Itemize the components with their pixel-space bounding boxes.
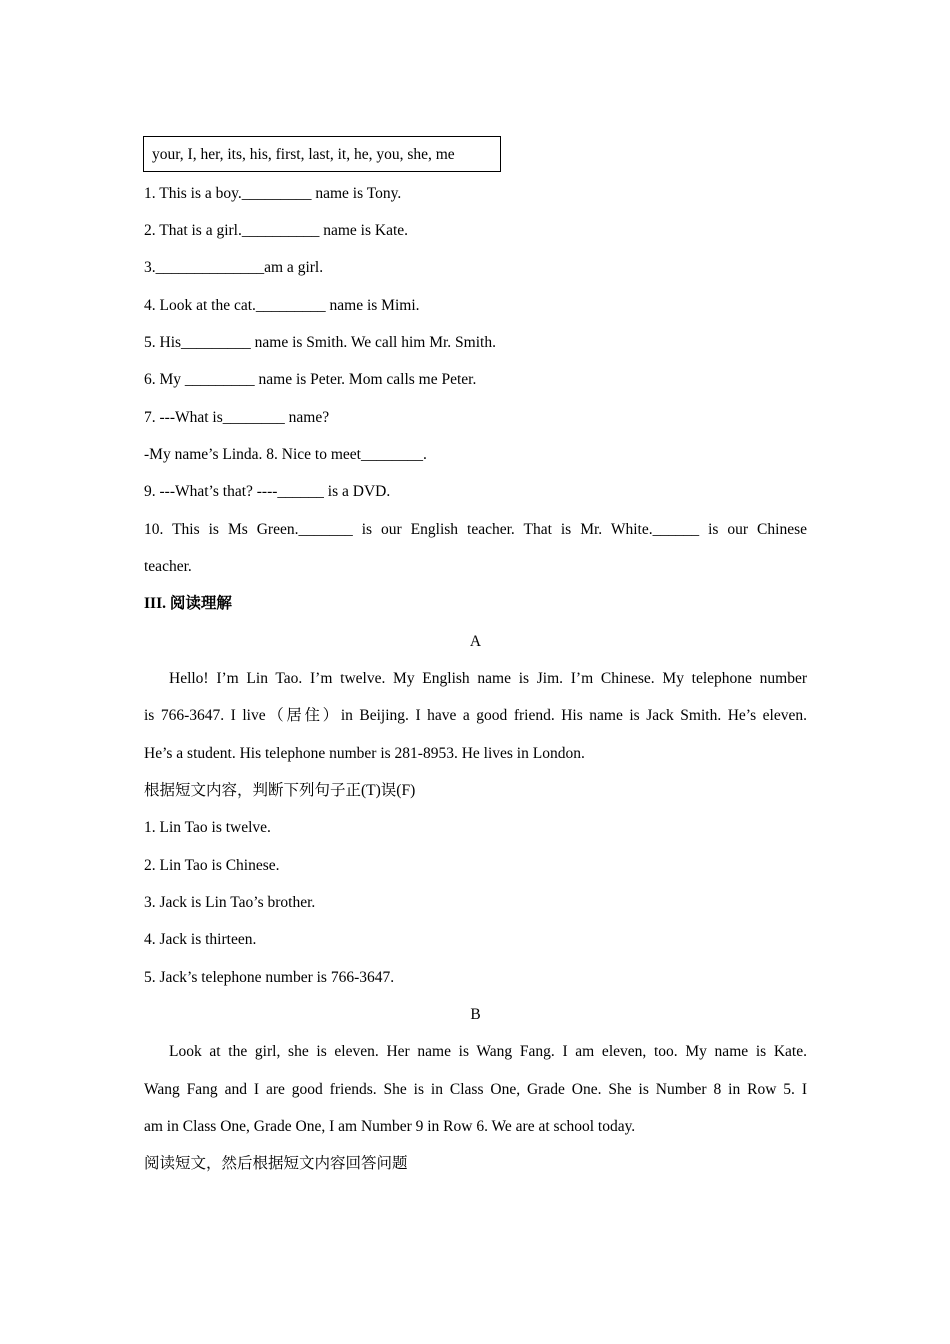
blank-question-10: 10. This is Ms Green._______ is our English teacher. That is Mr. White.______ is our Chinese: [144, 521, 807, 538]
passage-a-label: A: [469, 633, 482, 650]
blank-question-4: 4. Look at the cat._________ name is Mimi.: [144, 297, 420, 314]
blank-question-1: 1. This is a boy._________ name is Tony.: [144, 185, 402, 202]
passage-a-line: is 766-3647. I live（居住）in Beijing. I have a good friend. His name is Jack Smith. He’s eleven.: [144, 707, 807, 724]
blank-question-9: 9. ---What’s that? ----______ is a DVD.: [144, 483, 391, 500]
blank-question-6: 6. My _________ name is Peter. Mom calls me Peter.: [144, 371, 477, 388]
blank-question-3: 3.______________am a girl.: [144, 259, 324, 276]
passage-b-line: Look at the girl, she is eleven. Her name is Wang Fang. I am eleven, too. My name is Kate.: [169, 1043, 807, 1060]
word-box-text: your, I, her, its, his, first, last, it, he, you, she, me: [152, 146, 455, 163]
statement: 2. Lin Tao is Chinese.: [144, 857, 280, 874]
word-box: [143, 136, 501, 172]
passage-b-line: am in Class One, Grade One, I am Number 9 in Row 6. We are at school today.: [144, 1118, 636, 1135]
blank-question-2: 2. That is a girl.__________ name is Kate.: [144, 222, 409, 239]
blank-question-8: -My name’s Linda. 8. Nice to meet________.: [144, 446, 427, 463]
statement: 5. Jack’s telephone number is 766-3647.: [144, 969, 395, 986]
passage-a-line: Hello! I’m Lin Tao. I’m twelve. My English name is Jim. I’m Chinese. My telephone number: [169, 670, 807, 687]
passage-a-instruction: 根据短文内容，判断下列句子正(T)误(F): [144, 782, 416, 799]
statement: 1. Lin Tao is twelve.: [144, 819, 271, 836]
passage-a-line: He’s a student. His telephone number is 281-8953. He lives in London.: [144, 745, 585, 762]
statement: 4. Jack is thirteen.: [144, 931, 257, 948]
blank-question-5: 5. His_________ name is Smith. We call him Mr. Smith.: [144, 334, 496, 351]
passage-b-line: Wang Fang and I are good friends. She is in Class One, Grade One. She is Number 8 in Row 5. I: [144, 1081, 807, 1098]
blank-question-7: 7. ---What is________ name?: [144, 409, 330, 426]
statement: 3. Jack is Lin Tao’s brother.: [144, 894, 316, 911]
section-title: III. 阅读理解: [144, 595, 232, 612]
passage-b-instruction: 阅读短文，然后根据短文内容回答问题: [144, 1155, 408, 1172]
passage-b-label: B: [470, 1006, 481, 1023]
blank-question-10-continued: teacher.: [144, 558, 192, 575]
